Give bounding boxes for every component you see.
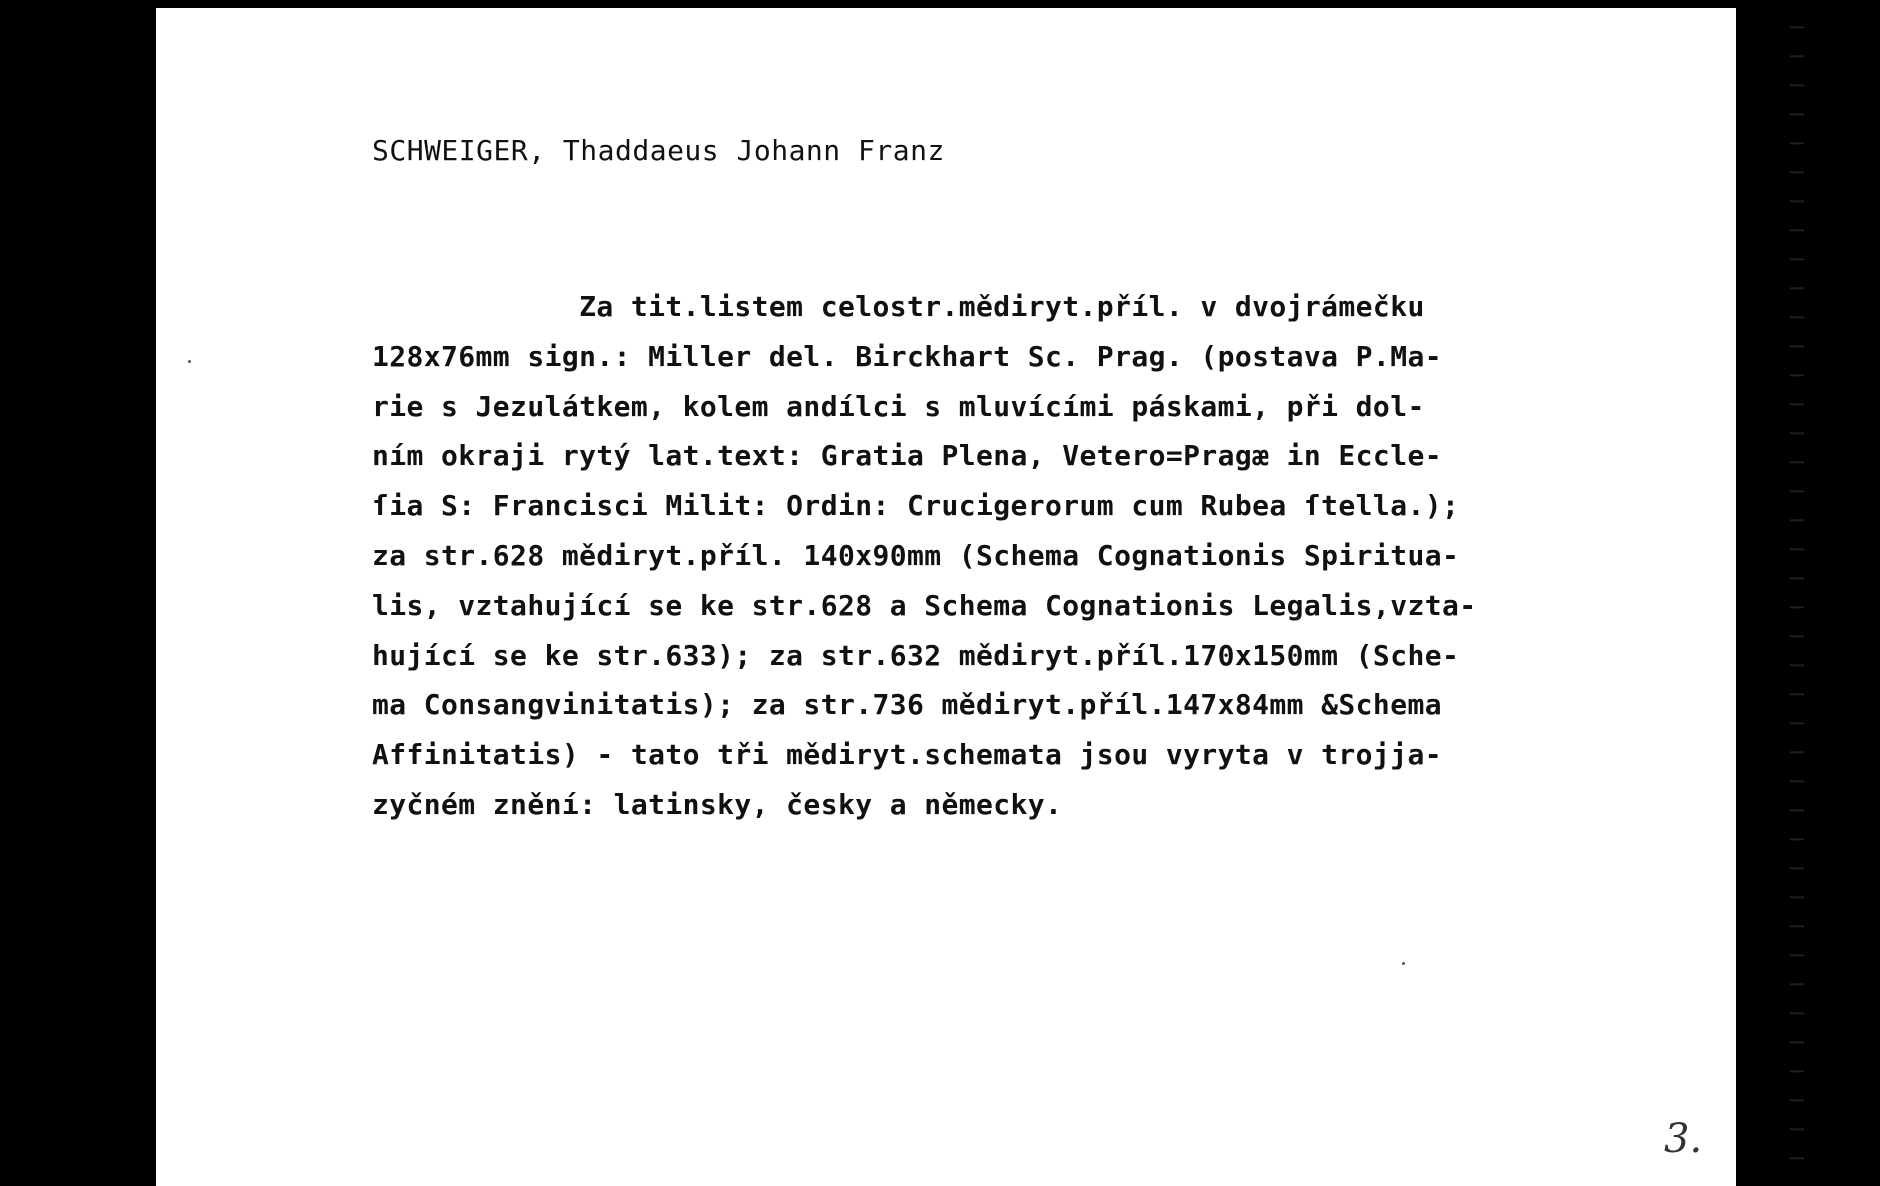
scan-speck	[1402, 962, 1405, 965]
scan-edge-noise	[1790, 0, 1804, 1186]
card-body	[372, 282, 1692, 830]
body-line: rie s Jezulátkem, kolem andílci s mluvícími páskami, při dol-	[372, 389, 1425, 423]
body-line: ſia S: Francisci Milit: Ordin: Crucigerorum cum Rubea ſtella.);	[372, 489, 1460, 523]
body-line: Za tit.listem celostr.mědiryt.příl. v dvojrámečku	[372, 290, 1425, 323]
body-line: zyčném znění: latinsky, česky a německy.	[372, 787, 1063, 821]
card-heading: SCHWEIGER, Thaddaeus Johann Franz	[372, 134, 945, 167]
page-number: 3.	[1664, 1116, 1703, 1162]
body-line: hující se ke str.633); za str.632 mědiryt.příl.170x150mm (Sche-	[372, 638, 1460, 672]
body-line: 128x76mm sign.: Miller del. Birckhart Sc. Prag. (postava P.Ma-	[372, 339, 1442, 373]
body-line: ním okraji rytý lat.text: Gratia Plena, Vetero=Pragæ in Eccle-	[372, 439, 1442, 473]
body-line: za str.628 mědiryt.příl. 140x90mm (Schema Cognationis Spiritua-	[372, 538, 1460, 572]
body-line: ma Consangvinitatis); za str.736 mědiryt.příl.147x84mm &Schema	[372, 688, 1442, 722]
body-line: lis, vztahující se ke str.628 a Schema Cognationis Legalis,vzta-	[372, 588, 1477, 622]
body-line: Affinitatis) - tato tři mědiryt.schemata jsou vyryta v trojja-	[372, 738, 1442, 772]
scan-speck	[188, 360, 191, 363]
